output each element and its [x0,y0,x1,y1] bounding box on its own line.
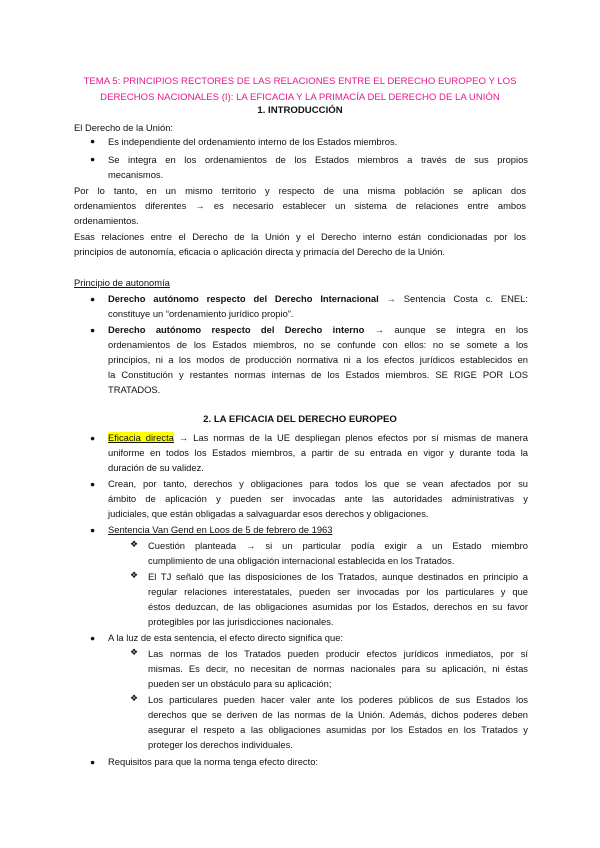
list-item: Sentencia Van Gend en Loos de 5 de febrero de 1963 [108,524,333,535]
bullet-icon: ● [90,154,96,164]
bullet-icon: ● [90,325,96,335]
diamond-bullet-icon: ❖ [130,539,139,549]
bullet-icon: ● [90,633,96,643]
sub-item-cont: cumplimiento de una obligación internacional establecida en los Tratados. [148,555,455,566]
list-item: A la luz de esta sentencia, el efecto directo significa que: [108,632,344,643]
sub-item-cont: regular relaciones interestatales, pueden ser invocadas por los particulares y que [148,586,528,597]
sub-item-cont: éstos deduzcan, de las obligaciones asumidas por los Estados, derechos en su favor [148,601,528,612]
list-item-cont: ámbito de aplicación y pueden ser invocadas ante las autoridades administrativas y [108,493,528,504]
bullet-icon: ● [90,136,96,146]
sub-item-cont: asegurar el respeto a las obligaciones asumidas por los Estados en los Tratados y [148,724,528,735]
bold-term: Derecho autónomo respecto del Derecho interno [108,324,365,335]
sub-item-cont: derechos que se deriven de las normas de la Unión. Además, dichos poderes deben [148,709,528,720]
list-item [108,322,528,337]
sub-item-cont: mismas. Es decir, no necesitan de normas nacionales para su aplicación, ni éstas [148,663,528,674]
list-item-cont: constituye un “ordenamiento jurídico propio”. [108,308,294,319]
list-item-cont: duración de su validez. [108,462,204,473]
list-item-cont: TRATADOS. [108,384,161,395]
list-item: Crean, por tanto, derechos y obligaciones para todos los que se vean afectados por su [108,478,528,489]
list-item [108,291,528,306]
diamond-bullet-icon: ❖ [130,570,139,580]
title-line-1: TEMA 5: PRINCIPIOS RECTORES DE LAS RELACIONES ENTRE EL DERECHO EUROPEO Y LOS [83,76,517,87]
sub-item-cont: proteger los derechos individuales. [148,739,293,750]
bullet-icon: ● [90,294,96,304]
paragraph-line: ordenamientos diferentes → es necesario establecer un sistema de relaciones entre ambos [74,200,526,211]
diamond-bullet-icon: ❖ [130,693,139,703]
list-item-cont: uniforme en todos los Estados miembros, a partir de su entrada en vigor y durante toda la [108,447,528,458]
heading-autonomia: Principio de autonomía [74,277,170,288]
list-item-cont: judiciales, que están obligadas a salvaguardar esos derechos y obligaciones. [108,508,429,519]
bullet-icon: ● [90,433,96,443]
list-item-cont: ordenamientos de los Estados miembros, no se confunde con ellos: no se somete a los [108,339,528,350]
list-item-cont: la Constitución y restantes normas internas de los Estados miembros. SE RIGE POR LOS [108,369,528,380]
highlighted-term: Eficacia directa [108,432,174,443]
sub-item-cont: pueden ser un obstáculo para su aplicación; [148,678,332,689]
bold-term: Derecho autónomo respecto del Derecho Internacional [108,293,379,304]
document-title [60,74,540,106]
bullet-icon: ● [90,525,96,535]
paragraph-line: principios de autonomía, eficacia o aplicación directa y primacía del Derecho de la Unión. [74,246,446,257]
item-text: → aunque se integra en los [364,324,529,335]
list-item: Requisitos para que la norma tenga efecto directo: [108,756,319,767]
bullet-icon: ● [90,757,96,767]
sub-item: Los particulares pueden hacer valer ante los poderes públicos de sus Estados los [148,694,528,705]
title-line-2: DERECHOS NACIONALES (I): LA EFICACIA Y LA PRIMACÍA DEL DERECHO DE LA UNIÓN [100,92,500,103]
heading-introduccion: 1. INTRODUCCIÓN [257,105,343,116]
heading-eficacia: 2. LA EFICACIA DEL DERECHO EUROPEO [203,414,397,425]
list-item: Se integra en los ordenamientos de los Estados miembros a través de sus propios [108,154,528,165]
list-item: Es independiente del ordenamiento interno de los Estados miembros. [108,136,398,147]
sub-item: El TJ señaló que las disposiciones de los Tratados, aunque destinados en principio a [148,571,528,582]
sub-item: Las normas de los Tratados pueden producir efectos jurídicos inmediatos, por sí [148,648,528,659]
intro-label: El Derecho de la Unión: [74,122,174,133]
sub-item-cont: protegibles por las jurisdicciones nacionales. [148,616,334,627]
paragraph-line: Por lo tanto, en un mismo territorio y respecto de una misma población se aplican dos [74,185,526,196]
paragraph-line: ordenamientos. [74,215,139,226]
list-item [108,430,528,445]
list-item-cont: mecanismos. [108,169,164,180]
list-item-cont: principios, ni a los modos de producción normativa ni a los efectos jurídicos establecidos en [108,354,528,365]
item-text: → Sentencia Costa c. ENEL: [378,293,528,304]
item-text: → Las normas de la UE despliegan plenos efectos por sí mismas de manera [173,432,529,443]
sub-item: Cuestión planteada → si un particular podía exigir a un Estado miembro [148,540,528,551]
paragraph-line: Esas relaciones entre el Derecho de la Unión y el Derecho interno están condicionadas por los [74,231,526,242]
bullet-icon: ● [90,479,96,489]
diamond-bullet-icon: ❖ [130,647,139,657]
